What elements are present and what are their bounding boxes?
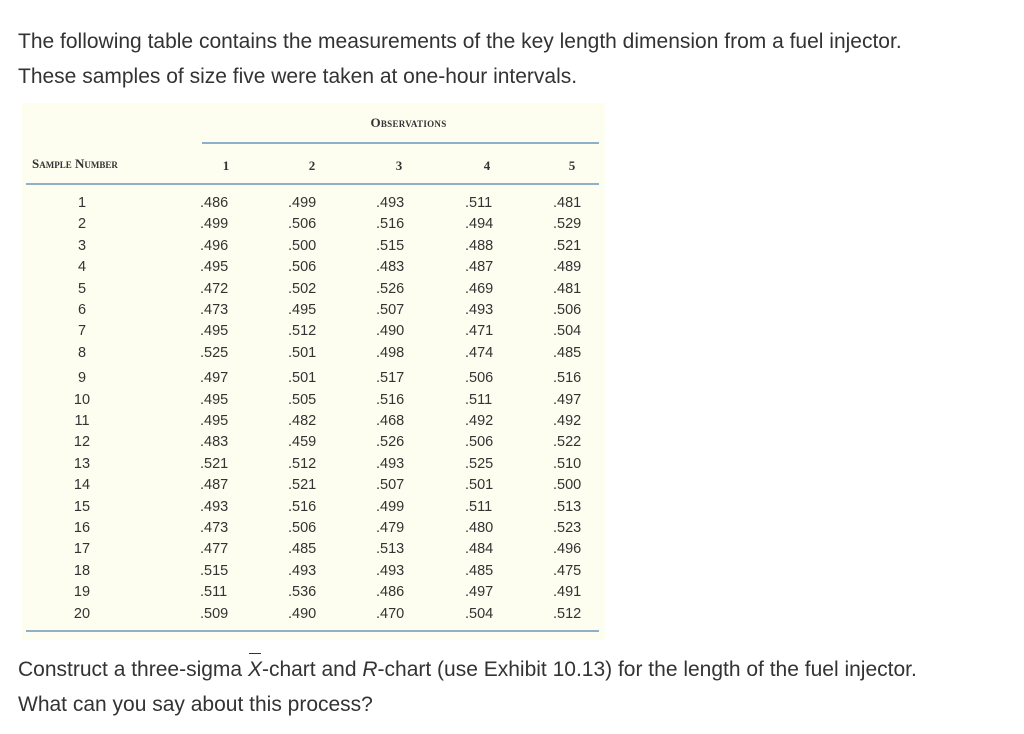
observation-cell: .495 [200, 323, 229, 340]
bottom-rule [26, 630, 599, 632]
observation-cell: .507 [376, 477, 405, 494]
observation-cell: .495 [200, 413, 229, 429]
observation-cell: .521 [200, 455, 229, 472]
intro-text [18, 24, 1008, 94]
observation-cell: .477 [200, 541, 229, 558]
question-part-2: -chart and [261, 658, 363, 681]
observation-cell: .487 [200, 477, 229, 494]
observation-cell: .475 [553, 562, 582, 579]
table-row [22, 411, 605, 432]
observation-cell: .480 [465, 520, 494, 536]
table-row [22, 497, 605, 518]
observation-cell: .489 [553, 259, 582, 276]
observation-cell: .507 [376, 302, 405, 318]
sample-number-cell: 14 [73, 477, 91, 494]
measurements-table [22, 103, 605, 640]
observation-cell: .517 [376, 370, 405, 387]
observation-cell: .501 [288, 370, 317, 387]
table-row [22, 257, 605, 278]
observation-cell: .487 [465, 259, 494, 276]
observation-cell: .493 [200, 498, 229, 515]
observation-cell: .471 [465, 323, 494, 340]
observation-cell: .474 [465, 344, 494, 361]
observation-cell: .505 [288, 391, 317, 408]
observation-cell: .525 [200, 344, 229, 361]
observation-cell: .485 [553, 344, 582, 361]
observation-cell: .501 [288, 344, 317, 361]
observation-cell: .497 [553, 391, 582, 408]
observation-cell: .483 [200, 434, 229, 451]
observation-cell: .506 [465, 434, 494, 451]
sample-number-cell: 4 [77, 259, 87, 276]
observation-cell: .485 [288, 541, 317, 558]
observation-cell: .485 [465, 562, 494, 579]
observation-cell: .525 [465, 455, 494, 472]
question-part-3: -chart (use Exhibit 10.13) for the length of the fuel injector. [377, 658, 917, 681]
column-header-4: 4 [483, 158, 491, 173]
observation-cell: .481 [553, 280, 582, 297]
column-header-2: 2 [308, 158, 316, 173]
column-header-1: 1 [222, 158, 230, 173]
observation-cell: .516 [288, 498, 317, 515]
table-row [22, 475, 605, 496]
observation-cell: .523 [553, 520, 582, 536]
observation-cell: .493 [465, 302, 494, 318]
table-row [22, 539, 605, 560]
table-row [22, 454, 605, 475]
sample-number-cell: 18 [73, 562, 91, 579]
observation-cell: .468 [376, 413, 405, 429]
observation-cell: .511 [200, 584, 228, 601]
table-row [22, 343, 605, 364]
observation-cell: .516 [553, 370, 582, 387]
observation-cell: .509 [200, 605, 229, 622]
observation-cell: .504 [553, 323, 582, 340]
r-symbol: R [362, 658, 378, 681]
observation-cell: .493 [376, 562, 405, 579]
sample-number-cell: 17 [73, 541, 91, 558]
observation-cell: .506 [288, 259, 317, 276]
sample-number-cell: 11 [74, 413, 90, 429]
observation-cell: .511 [465, 498, 493, 515]
table-row [22, 582, 605, 603]
observation-cell: .511 [465, 391, 493, 408]
observation-cell: .492 [553, 413, 582, 429]
observation-cell: .526 [376, 280, 405, 297]
observation-cell: .496 [553, 541, 582, 558]
observation-cell: .473 [200, 302, 229, 318]
observation-cell: .459 [288, 434, 317, 451]
table-row [22, 518, 605, 539]
sample-number-cell: 8 [77, 344, 87, 361]
sample-number-cell: 12 [73, 434, 91, 451]
sample-number-cell: 5 [77, 280, 87, 297]
table-row [22, 214, 605, 235]
observation-cell: .512 [288, 323, 317, 340]
observation-cell: .506 [553, 302, 582, 318]
sample-number-header: Sample Number [32, 156, 118, 171]
observation-cell: .495 [288, 302, 317, 318]
observation-cell: .513 [553, 498, 582, 515]
x-bar-symbol: X [248, 652, 262, 687]
observation-cell: .526 [376, 434, 405, 451]
sample-number-cell: 2 [77, 216, 87, 233]
observation-cell: .490 [288, 605, 317, 622]
observation-cell: .516 [376, 216, 405, 233]
column-header-3: 3 [395, 158, 403, 173]
observation-cell: .495 [200, 259, 229, 276]
observation-cell: .483 [376, 259, 405, 276]
observation-cell: .472 [200, 280, 229, 297]
observation-cell: .522 [553, 434, 582, 451]
observation-cell: .515 [200, 562, 229, 579]
observation-cell: .484 [465, 541, 494, 558]
observation-cell: .513 [376, 541, 405, 558]
observation-cell: .515 [376, 237, 405, 254]
question-line-1 [18, 652, 1008, 687]
observation-cell: .479 [376, 520, 405, 536]
observation-cell: .521 [553, 237, 582, 254]
sample-number-cell: 1 [77, 195, 87, 211]
table-row [22, 561, 605, 582]
observation-cell: .529 [553, 216, 582, 233]
observation-cell: .512 [288, 455, 317, 472]
observation-cell: .493 [288, 562, 317, 579]
observations-header: Observations [370, 115, 447, 130]
intro-line-2: These samples of size five were taken at one-hour intervals. [18, 65, 578, 88]
observation-cell: .497 [465, 584, 494, 601]
table-row [22, 368, 605, 389]
sample-number-cell: 13 [73, 455, 91, 472]
sample-number-cell: 7 [77, 323, 87, 340]
question-text [18, 652, 1008, 722]
header-rule [26, 183, 599, 185]
observation-cell: .502 [288, 280, 317, 297]
observation-cell: .469 [465, 280, 494, 297]
observation-cell: .506 [465, 370, 494, 387]
observation-cell: .493 [376, 195, 405, 211]
table-row [22, 279, 605, 300]
observation-cell: .496 [200, 237, 229, 254]
observation-cell: .499 [288, 195, 317, 211]
observation-cell: .506 [288, 216, 317, 233]
observation-cell: .499 [200, 216, 229, 233]
observation-cell: .494 [465, 216, 494, 233]
observation-cell: .470 [376, 605, 405, 622]
observations-rule [202, 142, 599, 144]
sample-number-cell: 9 [77, 370, 87, 387]
observation-cell: .499 [376, 498, 405, 515]
observation-cell: .500 [288, 237, 317, 254]
sample-number-cell: 16 [73, 520, 91, 536]
intro-line-1: The following table contains the measurements of the key length dimension from a fuel injector. [18, 30, 902, 53]
observation-cell: .490 [376, 323, 405, 340]
table-row [22, 236, 605, 257]
table-row [22, 193, 605, 214]
observation-cell: .516 [376, 391, 405, 408]
table-row [22, 390, 605, 411]
observation-cell: .488 [465, 237, 494, 254]
observation-cell: .510 [553, 455, 582, 472]
observation-cell: .511 [465, 195, 493, 211]
observation-cell: .495 [200, 391, 229, 408]
question-part-1: Construct a three-sigma [18, 658, 248, 681]
observation-cell: .482 [288, 413, 317, 429]
observation-cell: .497 [200, 370, 229, 387]
observation-cell: .512 [553, 605, 582, 622]
sample-number-cell: 10 [73, 391, 91, 408]
sample-number-cell: 19 [73, 584, 91, 601]
observation-cell: .500 [553, 477, 582, 494]
observation-cell: .536 [288, 584, 317, 601]
observation-cell: .501 [465, 477, 494, 494]
observation-cell: .486 [376, 584, 405, 601]
observation-cell: .506 [288, 520, 317, 536]
table-row [22, 432, 605, 453]
question-line-2: What can you say about this process? [18, 693, 373, 716]
observation-cell: .498 [376, 344, 405, 361]
table-row [22, 300, 605, 321]
column-header-5: 5 [568, 158, 576, 173]
sample-number-cell: 20 [73, 605, 91, 622]
sample-number-cell: 3 [77, 237, 87, 254]
sample-number-cell: 15 [73, 498, 91, 515]
observation-cell: .492 [465, 413, 494, 429]
observation-cell: .521 [288, 477, 317, 494]
observation-cell: .504 [465, 605, 494, 622]
sample-number-cell: 6 [77, 302, 87, 318]
observation-cell: .473 [200, 520, 229, 536]
observation-cell: .481 [553, 195, 582, 211]
table-row [22, 321, 605, 342]
observation-cell: .493 [376, 455, 405, 472]
table-row [22, 604, 605, 625]
observation-cell: .491 [553, 584, 582, 601]
observation-cell: .486 [200, 195, 229, 211]
